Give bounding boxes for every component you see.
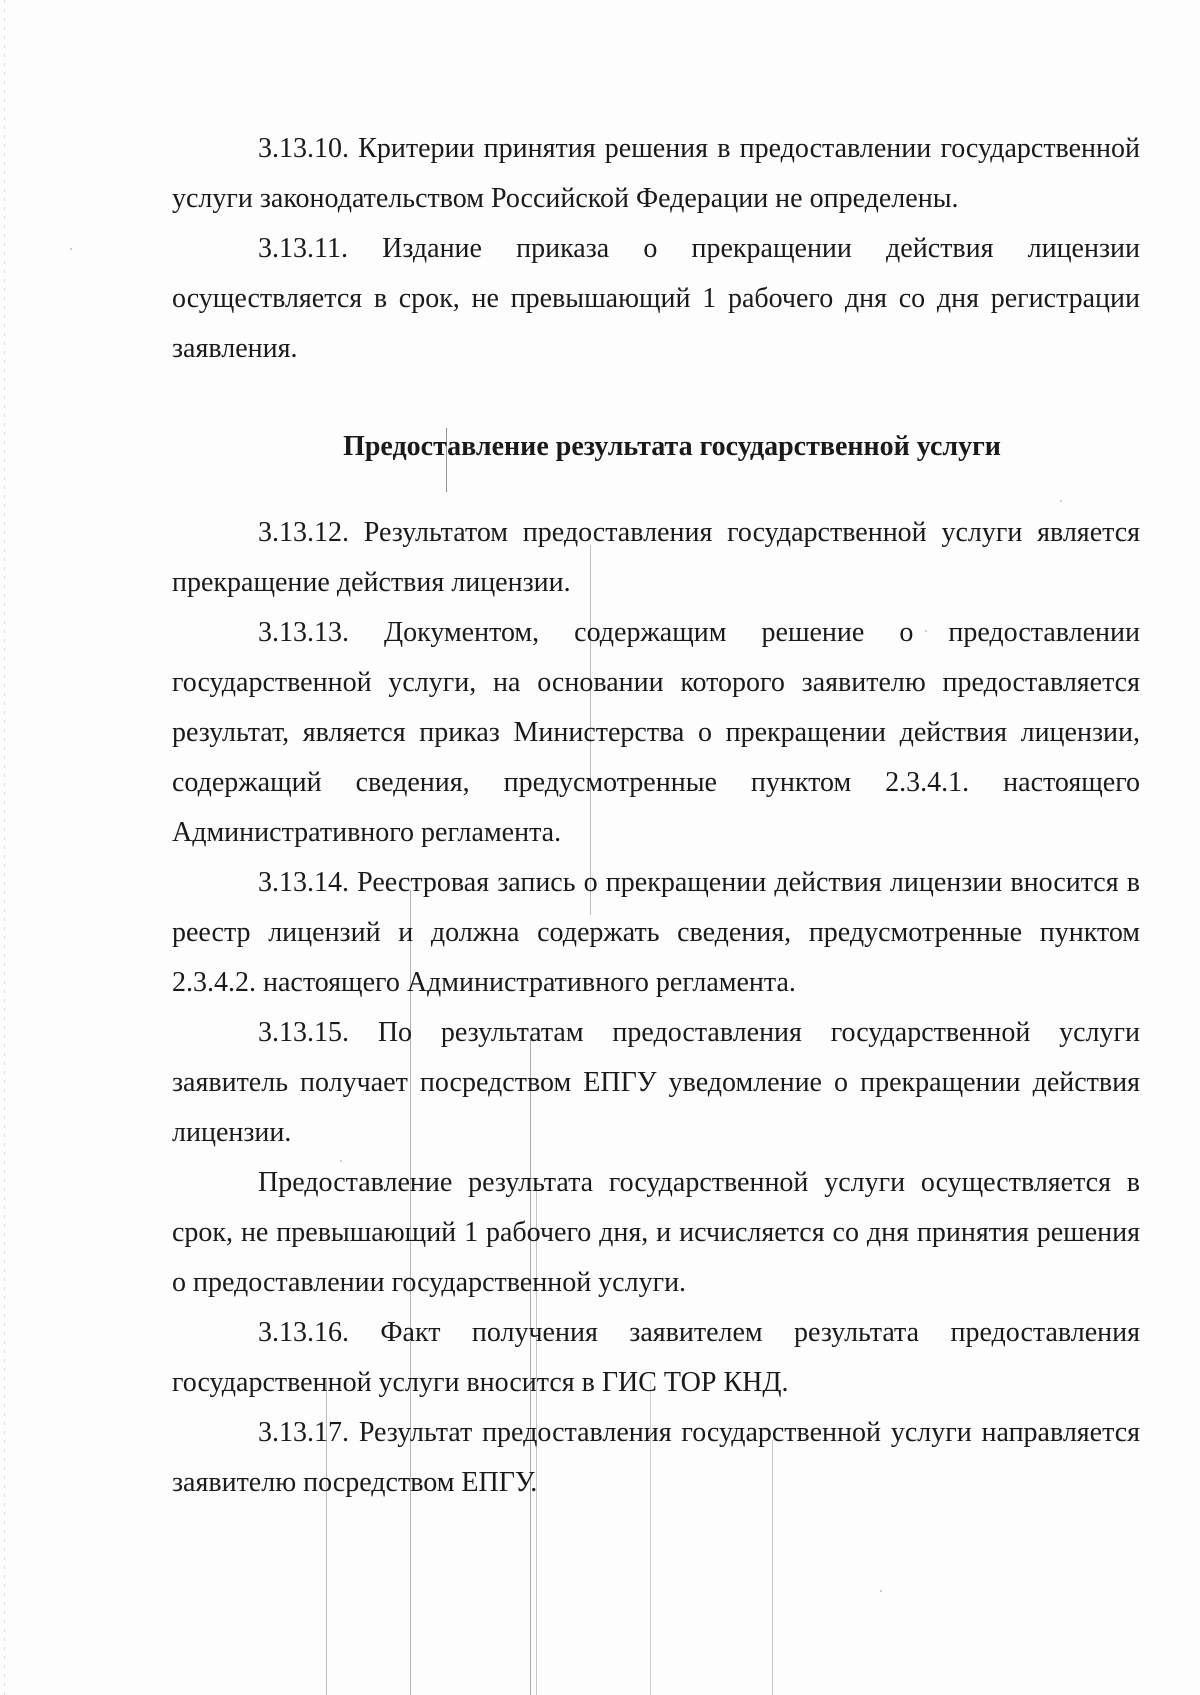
paragraph-3-13-12: 3.13.12. Результатом предоставления государственной услуги является прекращение действия лицензии. xyxy=(172,517,1140,598)
paragraph-3-13-13: 3.13.13. Документом, содержащим решение о предоставлении государственной услуги, на основании которого заявителю предоставляется результат, является приказ Министерства о прекращении действия лицензии, содержащий сведения, предусмотренные пунктом 2.3.4.1. настоящего Административного регламента. xyxy=(172,617,1140,848)
paragraph-3-13-15: 3.13.15. По результатам предоставления государственной услуги заявитель получает посредством ЕПГУ уведомление о прекращении действия лицензии. xyxy=(172,1017,1140,1148)
section-heading: Предоставление результата государственной услуги xyxy=(343,431,1001,462)
paragraph-3-13-16: 3.13.16. Факт получения заявителем результата предоставления государственной услуги вносится в ГИС ТОР КНД. xyxy=(172,1317,1140,1398)
document-body xyxy=(172,124,1140,1508)
scan-edge-artifact xyxy=(4,0,5,1695)
paragraph-3-13-11: 3.13.11. Издание приказа о прекращении действия лицензии осуществляется в срок, не превышающий 1 рабочего дня со дня регистрации заявления. xyxy=(172,233,1140,364)
paragraph-3-13-17: 3.13.17. Результат предоставления государственной услуги направляется заявителю посредством ЕПГУ. xyxy=(172,1417,1140,1498)
scan-speck xyxy=(880,1590,882,1592)
paragraph-result-term: Предоставление результата государственной услуги осуществляется в срок, не превышающий 1 рабочего дня, и исчисляется со дня принятия решения о предоставлении государственной услуги. xyxy=(172,1167,1140,1298)
scan-speck xyxy=(70,248,72,250)
paragraph-3-13-10: 3.13.10. Критерии принятия решения в предоставлении государственной услуги законодательством Российской Федерации не определены. xyxy=(172,133,1140,214)
paragraph-3-13-14: 3.13.14. Реестровая запись о прекращении действия лицензии вносится в реестр лицензий и должна содержать сведения, предусмотренные пунктом 2.3.4.2. настоящего Административного регламента. xyxy=(172,867,1140,998)
